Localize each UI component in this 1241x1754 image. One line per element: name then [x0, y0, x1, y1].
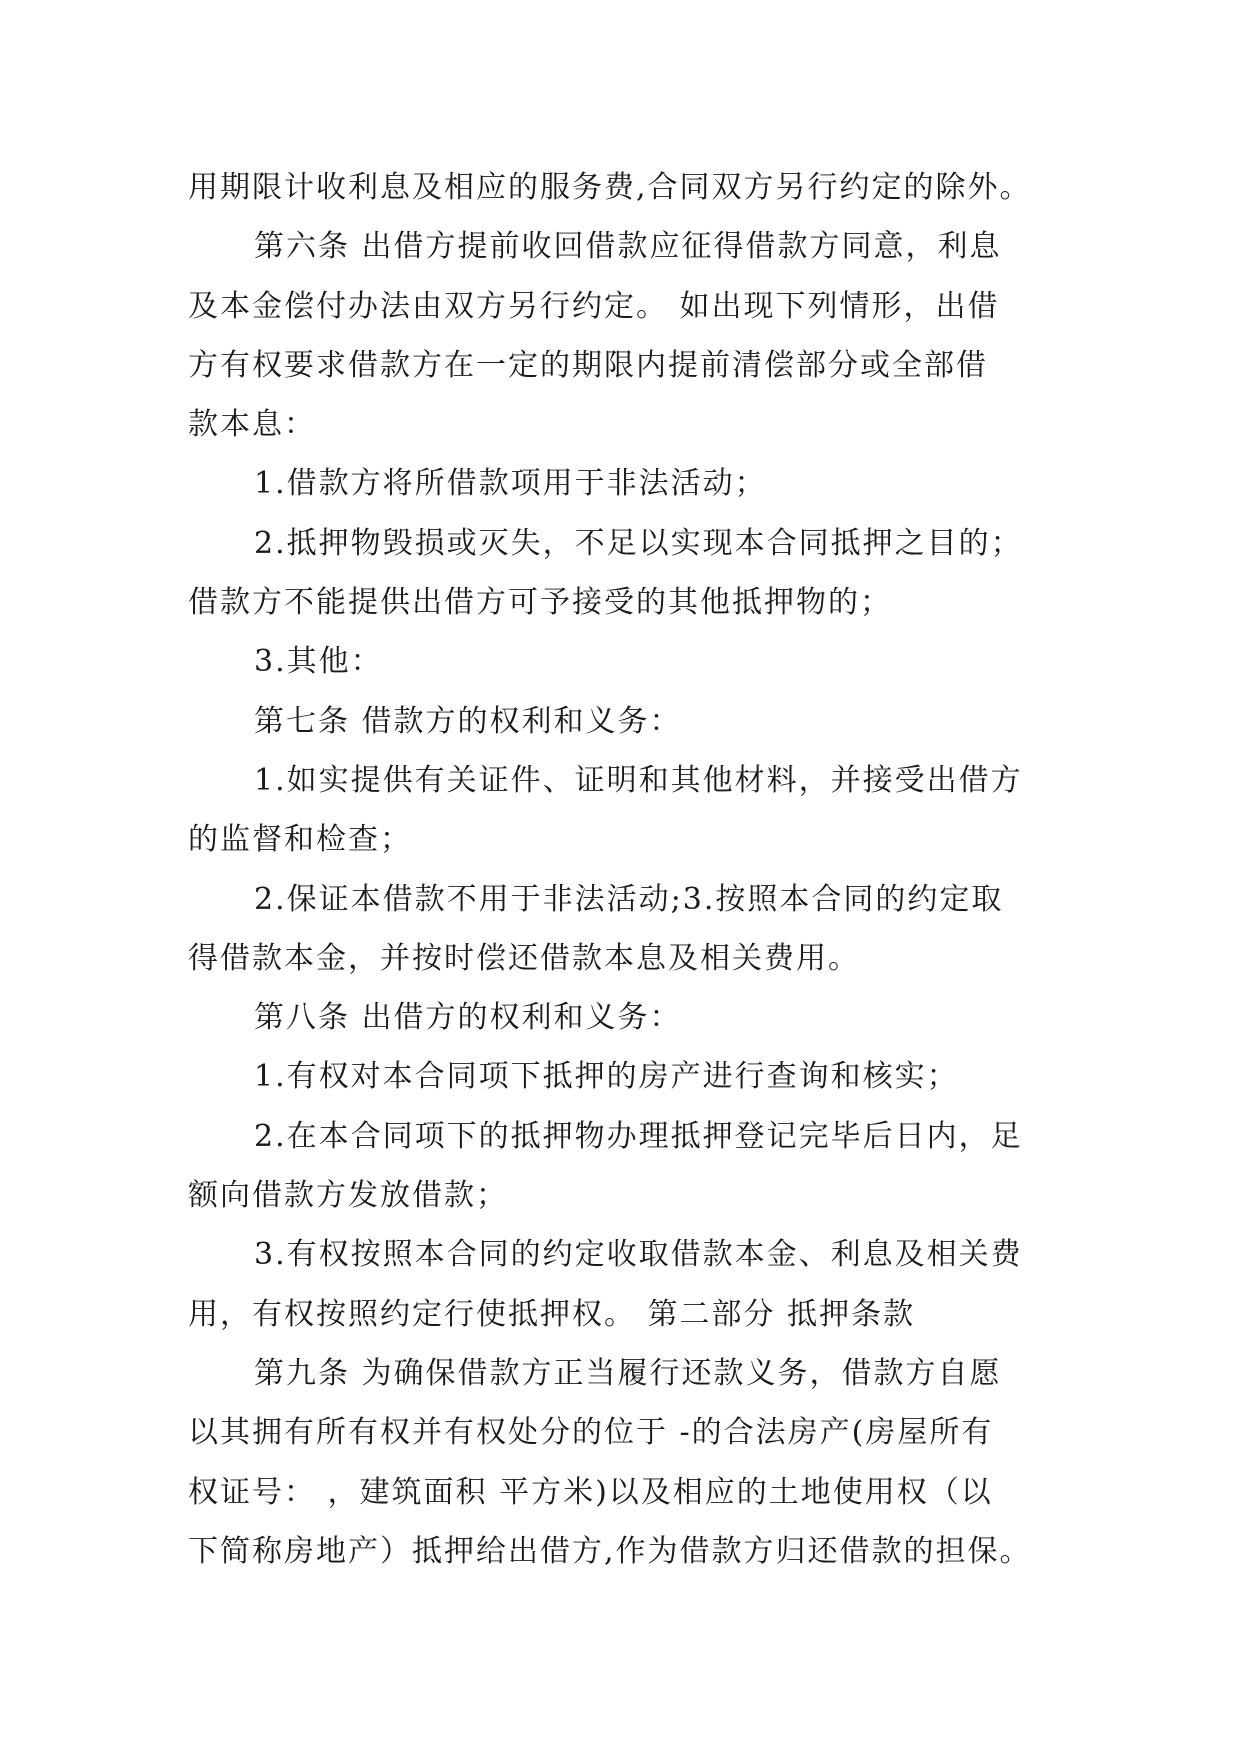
- text-line: 以其拥有所有权并有权处分的位于 -的合法房产(房屋所有: [188, 1415, 994, 1451]
- text-line: 第九条 为确保借款方正当履行还款义务，借款方自愿: [254, 1355, 1002, 1391]
- text-line: 3.有权按照本合同的约定收取借款本金、利息及相关费: [254, 1237, 1023, 1273]
- text-line: 用，有权按照约定行使抵押权。 第二部分 抵押条款: [188, 1296, 916, 1332]
- text-line: 借款方不能提供出借方可予接受的其他抵押物的；: [188, 585, 892, 621]
- text-line: 2.抵押物毁损或灭失，不足以实现本合同抵押之目的；: [254, 525, 1023, 561]
- text-line: 2.在本合同项下的抵押物办理抵押登记完毕后日内，足: [254, 1118, 1023, 1154]
- text-line: 款本息：: [188, 407, 316, 443]
- text-line: 得借款本金，并按时偿还借款本息及相关费用。: [188, 940, 860, 976]
- text-line: 1.有权对本合同项下抵押的房产进行查询和核实；: [254, 1059, 959, 1095]
- text-line: 下简称房地产）抵押给出借方,作为借款方归还借款的担保。: [188, 1533, 1032, 1569]
- text-line: 用期限计收利息及相应的服务费,合同双方另行约定的除外。: [188, 170, 1032, 205]
- text-line: 1.如实提供有关证件、证明和其他材料，并接受出借方: [254, 762, 1023, 798]
- text-line: 第六条 出借方提前收回借款应征得借款方同意，利息: [254, 229, 1002, 265]
- text-line: 第七条 借款方的权利和义务：: [254, 703, 682, 739]
- text-line: 权证号： ，建筑面积 平方米)以及相应的土地使用权（以: [188, 1474, 993, 1510]
- text-line: 3.其他：: [254, 644, 383, 680]
- text-line: 方有权要求借款方在一定的期限内提前清偿部分或全部借: [188, 347, 988, 383]
- text-line: 的监督和检查；: [188, 822, 412, 858]
- text-line: 及本金偿付办法由双方另行约定。 如出现下列情形，出借: [188, 288, 1000, 324]
- text-line: 第八条 出借方的权利和义务：: [254, 1000, 682, 1036]
- document-body: [188, 158, 1068, 1581]
- text-line: 2.保证本借款不用于非法活动;3.按照本合同的约定取: [254, 881, 1004, 917]
- text-line: 1.借款方将所借款项用于非法活动；: [254, 466, 767, 502]
- text-line: 额向借款方发放借款；: [188, 1178, 508, 1214]
